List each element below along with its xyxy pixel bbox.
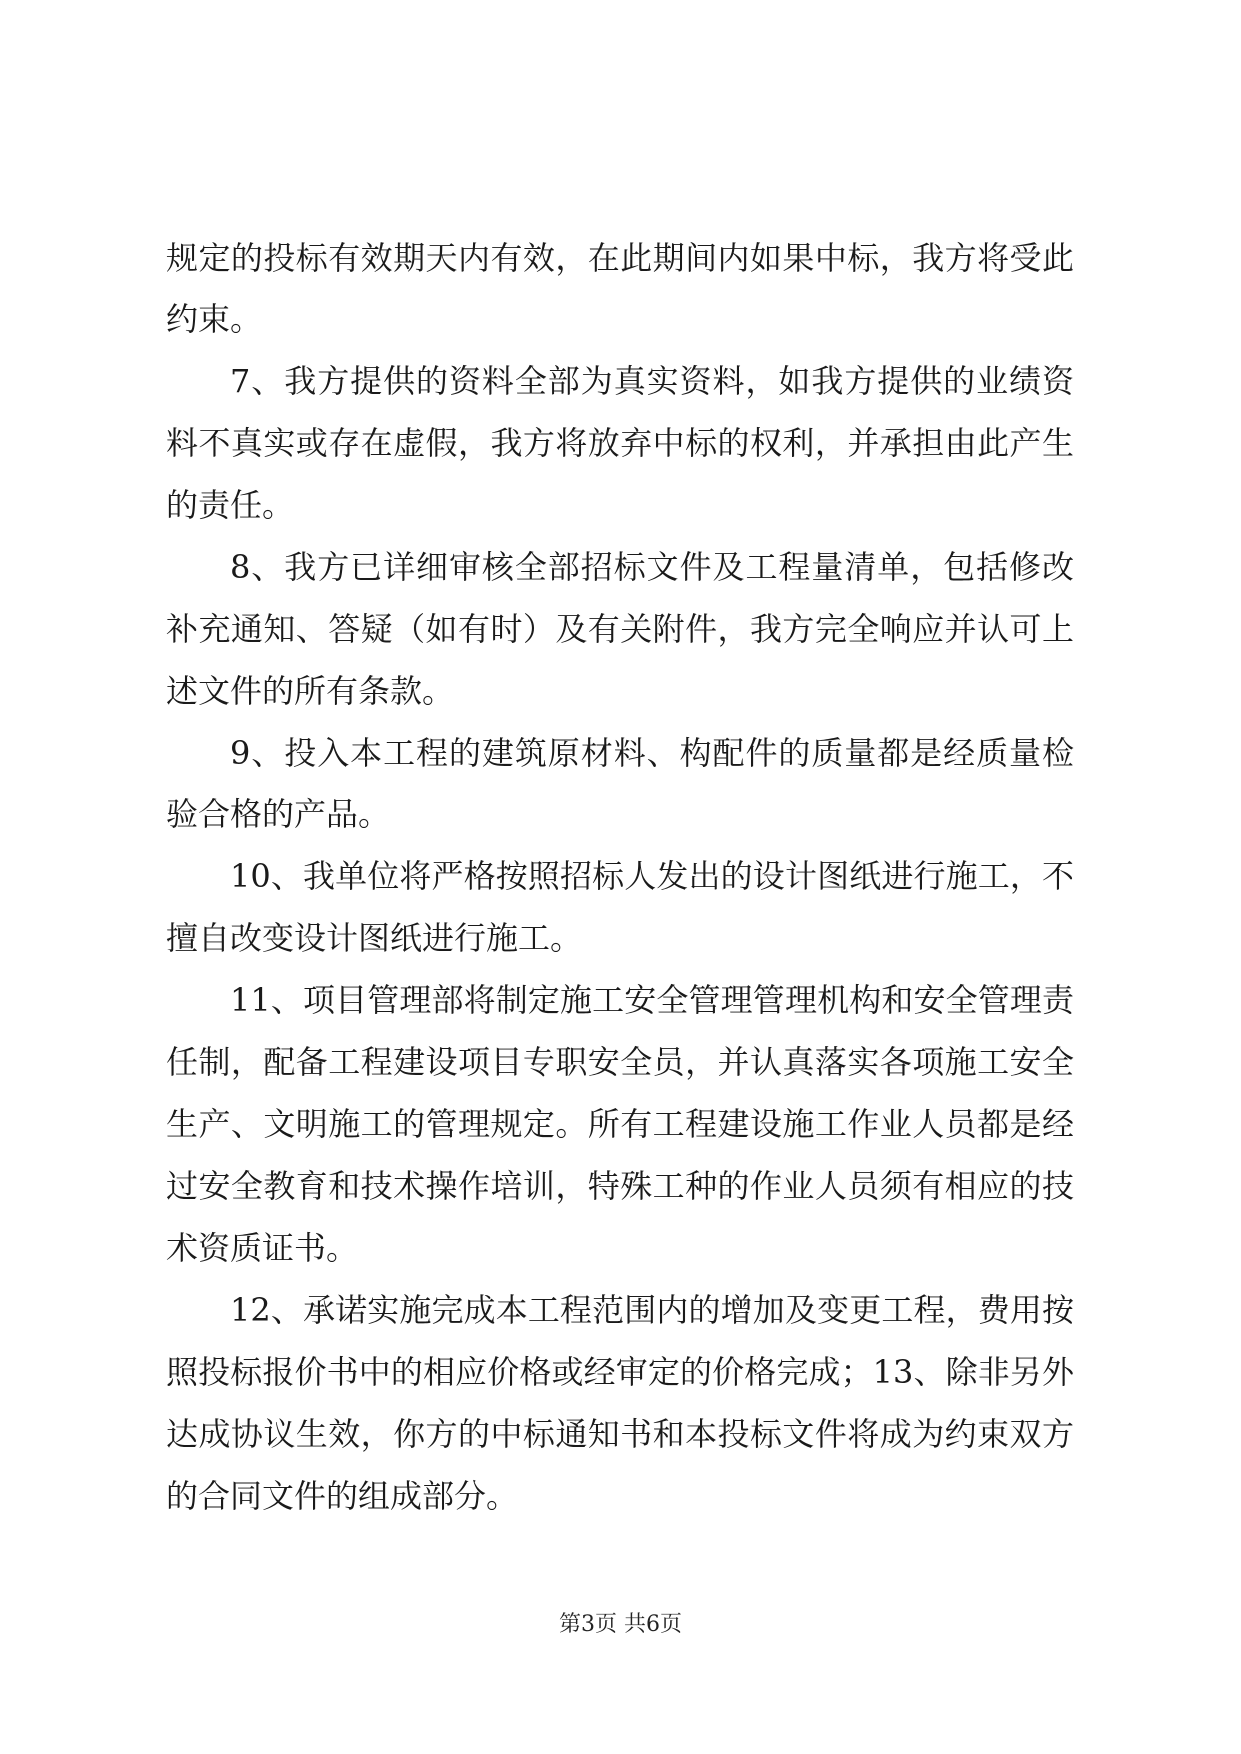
paragraph-12-first-line: 12、承诺实施完成本工程范围内的增加及变更工程，费用按 [230,1291,1074,1329]
body-text-line: 约束。 [166,300,263,338]
body-text-line: 过安全教育和技术操作培训，特殊工种的作业人员须有相应的技 [166,1167,1074,1205]
body-text-line: 补充通知、答疑（如有时）及有关附件，我方完全响应并认可上 [166,610,1074,648]
body-text-line: 验合格的产品。 [166,795,391,833]
body-text-line: 照投标报价书中的相应价格或经审定的价格完成；13、除非另外 [166,1353,1074,1391]
body-text-line: 规定的投标有效期天内有效，在此期间内如果中标，我方将受此 [166,239,1074,277]
body-text-line: 述文件的所有条款。 [166,672,455,710]
paragraph-11-first-line: 11、项目管理部将制定施工安全管理管理机构和安全管理责 [230,981,1074,1019]
page-number-footer: 第3页 共6页 [559,1612,682,1637]
body-text-line: 术资质证书。 [166,1229,359,1267]
body-text-line: 达成协议生效，你方的中标通知书和本投标文件将成为约束双方 [166,1415,1074,1453]
body-text-line: 任制，配备工程建设项目专职安全员，并认真落实各项施工安全 [166,1043,1074,1081]
paragraph-7-first-line: 7、我方提供的资料全部为真实资料，如我方提供的业绩资 [230,362,1074,400]
body-text-line: 擅自改变设计图纸进行施工。 [166,919,583,957]
body-text-line: 生产、文明施工的管理规定。所有工程建设施工作业人员都是经 [166,1105,1074,1143]
body-text-line: 的责任。 [166,486,295,524]
paragraph-10-first-line: 10、我单位将严格按照招标人发出的设计图纸进行施工，不 [230,857,1074,895]
paragraph-9-first-line: 9、投入本工程的建筑原材料、构配件的质量都是经质量检 [230,734,1074,772]
body-text-line: 的合同文件的组成部分。 [166,1477,519,1515]
body-text-line: 料不真实或存在虚假，我方将放弃中标的权利，并承担由此产生 [166,424,1074,462]
paragraph-8-first-line: 8、我方已详细审核全部招标文件及工程量清单，包括修改 [230,548,1074,586]
